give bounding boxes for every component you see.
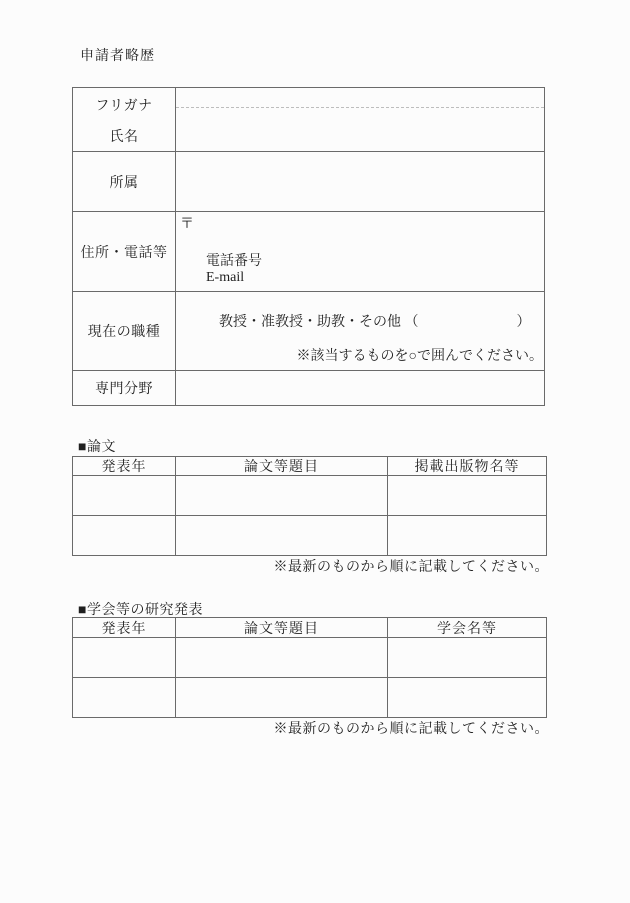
name-label: 氏名: [109, 130, 139, 145]
papers-row2-year-cell[interactable]: [73, 516, 176, 555]
name-row-content-cell: [176, 88, 544, 151]
papers-row2-title-cell[interactable]: [176, 516, 388, 555]
presentations-row1-society-cell[interactable]: [388, 638, 546, 677]
applicant-profile-table: [72, 87, 545, 406]
presentations-row2-title-cell[interactable]: [176, 678, 388, 717]
address-label: 住所・電話等: [73, 212, 176, 291]
affiliation-label: 所属: [73, 152, 176, 211]
address-field[interactable]: [176, 212, 544, 291]
presentations-heading: ■学会等の研究発表: [78, 603, 203, 618]
presentations-col-year: 発表年: [73, 618, 176, 637]
papers-row-1: [73, 475, 546, 515]
papers-row1-publication-cell[interactable]: [388, 476, 546, 515]
occupation-field[interactable]: [176, 292, 544, 370]
papers-heading: ■論文: [78, 440, 116, 455]
email-label: E-mail: [206, 270, 245, 285]
affiliation-row: [73, 151, 544, 211]
specialty-field[interactable]: [176, 371, 544, 405]
presentations-header-row: [73, 618, 546, 637]
presentations-row2-year-cell[interactable]: [73, 678, 176, 717]
address-row: [73, 211, 544, 291]
papers-header-row: [73, 457, 546, 475]
presentations-row1-title-cell[interactable]: [176, 638, 388, 677]
postal-mark: 〒: [180, 217, 194, 232]
presentations-row2-society-cell[interactable]: [388, 678, 546, 717]
furigana-field[interactable]: [176, 88, 544, 108]
phone-label: 電話番号: [206, 254, 262, 269]
page-title: 申請者略歴: [80, 49, 155, 64]
specialty-row: [73, 370, 544, 405]
presentations-col-title: 論文等題目: [176, 618, 388, 637]
specialty-label: 専門分野: [73, 371, 176, 405]
occupation-note: ※該当するものを○で囲んでください。: [296, 349, 543, 364]
occupation-options: 教授・准教授・助教・その他 （ ）: [219, 315, 531, 330]
presentations-col-society: 学会名等: [437, 621, 497, 637]
papers-col-title: 論文等題目: [176, 457, 388, 475]
presentations-row-1: [73, 637, 546, 677]
name-row: [73, 88, 544, 151]
furigana-label: フリガナ: [95, 99, 153, 114]
papers-table: [72, 456, 547, 556]
presentations-table: [72, 617, 547, 718]
presentations-row-2: [73, 677, 546, 717]
papers-col-publication: 掲載出版物名等: [414, 460, 520, 475]
affiliation-field[interactable]: [176, 152, 544, 211]
papers-note: ※最新のものから順に記載してください。: [273, 560, 549, 575]
papers-col-year: 発表年: [73, 457, 176, 475]
papers-row1-year-cell[interactable]: [73, 476, 176, 515]
occupation-label: 現在の職種: [73, 292, 176, 370]
presentations-row1-year-cell[interactable]: [73, 638, 176, 677]
papers-row1-title-cell[interactable]: [176, 476, 388, 515]
presentations-note: ※最新のものから順に記載してください。: [273, 722, 549, 737]
name-field[interactable]: [176, 108, 544, 151]
name-row-label-cell: [73, 88, 176, 151]
papers-row-2: [73, 515, 546, 555]
occupation-row: [73, 291, 544, 370]
papers-row2-publication-cell[interactable]: [388, 516, 546, 555]
